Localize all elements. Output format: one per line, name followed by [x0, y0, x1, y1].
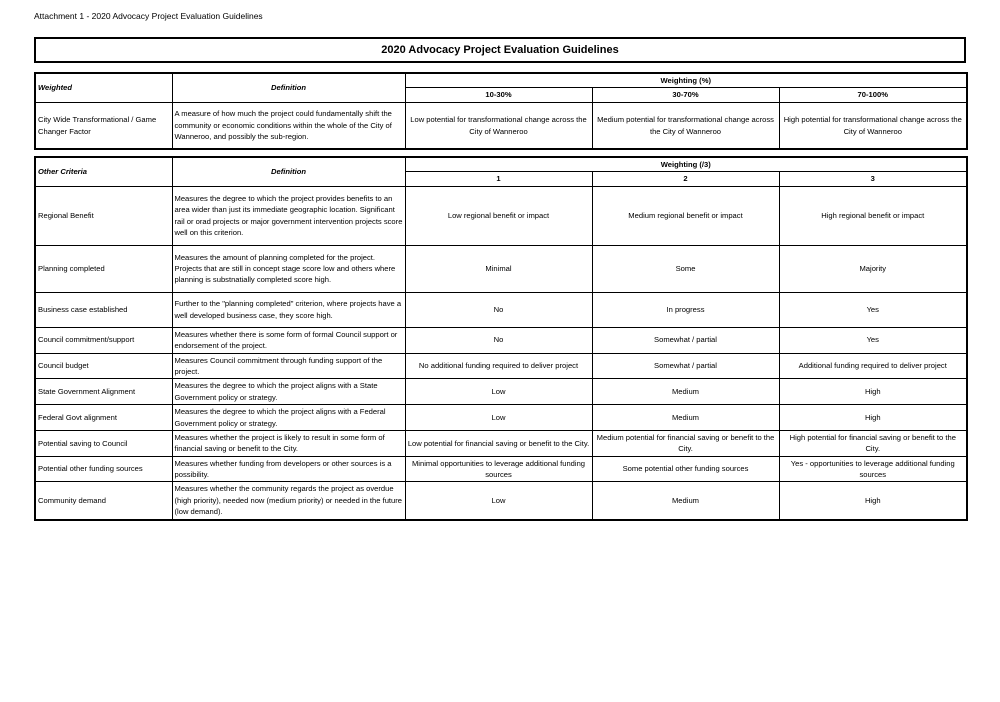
- table-row: [35, 102, 967, 149]
- level-cell: Medium potential for transformational change across the City of Wanneroo: [592, 102, 779, 149]
- criterion-cell: Potential other funding sources: [35, 456, 172, 482]
- t1-band-header: 10-30%: [405, 88, 592, 102]
- t2-criteria-header: Other Criteria: [35, 157, 172, 186]
- criterion-cell: Planning completed: [35, 245, 172, 292]
- definition-cell: Further to the "planning completed" criterion, where projects have a well developed business case, they score high.: [172, 292, 405, 327]
- level-cell: Medium: [592, 405, 779, 431]
- definition-cell: Measures whether the project is likely to result in some form of financial saving or benefit to the City.: [172, 430, 405, 456]
- table-row: [35, 405, 967, 431]
- criterion-cell: State Government Alignment: [35, 379, 172, 405]
- weighted-criteria-table: [34, 72, 968, 150]
- level-cell: Low regional benefit or impact: [405, 186, 592, 245]
- table-row: [35, 430, 967, 456]
- document-title: [34, 37, 966, 63]
- table-row: [35, 292, 967, 327]
- criterion-cell: Federal Govt alignment: [35, 405, 172, 431]
- definition-cell: Measures whether there is some form of formal Council support or endorsement of the project.: [172, 327, 405, 353]
- level-cell: Medium potential for financial saving or benefit to the City.: [592, 430, 779, 456]
- t1-definition-header: Definition: [172, 73, 405, 102]
- level-cell: High: [779, 482, 967, 520]
- level-cell: Somewhat / partial: [592, 327, 779, 353]
- level-cell: Some: [592, 245, 779, 292]
- level-cell: Yes - opportunities to leverage additional funding sources: [779, 456, 967, 482]
- definition-cell: Measures whether the community regards the project as overdue (high priority), needed now (medium priority) or needed in the future (low demand).: [172, 482, 405, 520]
- level-cell: No additional funding required to deliver project: [405, 353, 592, 379]
- level-cell: Medium: [592, 482, 779, 520]
- level-cell: Low potential for transformational change across the City of Wanneroo: [405, 102, 592, 149]
- level-cell: No: [405, 292, 592, 327]
- table-row: [35, 482, 967, 520]
- t2-weighting-header: Weighting (/3): [405, 157, 967, 172]
- t2-definition-header: Definition: [172, 157, 405, 186]
- level-cell: Yes: [779, 327, 967, 353]
- level-cell: Low: [405, 482, 592, 520]
- table-row: [35, 245, 967, 292]
- definition-cell: Measures the amount of planning completed for the project. Projects that are still in concept stage score low and others where planning is substnatially completed score high.: [172, 245, 405, 292]
- level-cell: Somewhat / partial: [592, 353, 779, 379]
- level-cell: Additional funding required to deliver project: [779, 353, 967, 379]
- t2-band-header: 3: [779, 172, 967, 186]
- criterion-cell: Community demand: [35, 482, 172, 520]
- table-row: [35, 456, 967, 482]
- document-title-text: 2020 Advocacy Project Evaluation Guidelines: [381, 44, 619, 56]
- page-note: Attachment 1 - 2020 Advocacy Project Evaluation Guidelines: [34, 11, 263, 21]
- t1-weighting-header: Weighting (%): [405, 73, 967, 88]
- other-criteria-table: [34, 156, 968, 521]
- level-cell: Some potential other funding sources: [592, 456, 779, 482]
- level-cell: No: [405, 327, 592, 353]
- level-cell: Yes: [779, 292, 967, 327]
- criterion-cell: Regional Benefit: [35, 186, 172, 245]
- definition-cell: Measures whether funding from developers or other sources is a possibility.: [172, 456, 405, 482]
- level-cell: Low: [405, 379, 592, 405]
- level-cell: Medium regional benefit or impact: [592, 186, 779, 245]
- criterion-cell: Council budget: [35, 353, 172, 379]
- definition-cell: Measures Council commitment through funding support of the project.: [172, 353, 405, 379]
- level-cell: Medium: [592, 379, 779, 405]
- t1-band-header: 70-100%: [779, 88, 967, 102]
- level-cell: High regional benefit or impact: [779, 186, 967, 245]
- definition-cell: Measures the degree to which the project aligns with a Federal Government policy or strategy.: [172, 405, 405, 431]
- definition-cell: A measure of how much the project could fundamentally shift the community or economic conditions within the whole of the City of Wanneroo, and possibly the sub-region.: [172, 102, 405, 149]
- level-cell: In progress: [592, 292, 779, 327]
- level-cell: Majority: [779, 245, 967, 292]
- table-row: [35, 353, 967, 379]
- table-row: [35, 379, 967, 405]
- level-cell: Minimal opportunities to leverage additional funding sources: [405, 456, 592, 482]
- table-row: [35, 186, 967, 245]
- level-cell: Low: [405, 405, 592, 431]
- level-cell: High: [779, 379, 967, 405]
- table-row: [35, 327, 967, 353]
- t2-band-header: 2: [592, 172, 779, 186]
- definition-cell: Measures the degree to which the project provides benefits to an area wider than just its immediate geographic location. Significant rail or orad projects or major government intervention projects score well on this criterion.: [172, 186, 405, 245]
- definition-cell: Measures the degree to which the project aligns with a State Government policy or strategy.: [172, 379, 405, 405]
- t2-band-header: 1: [405, 172, 592, 186]
- level-cell: Minimal: [405, 245, 592, 292]
- criterion-cell: Potential saving to Council: [35, 430, 172, 456]
- criterion-cell: City Wide Transformational / Game Changer Factor: [35, 102, 172, 149]
- criterion-cell: Council commitment/support: [35, 327, 172, 353]
- level-cell: High potential for transformational change across the City of Wanneroo: [779, 102, 967, 149]
- t1-band-header: 30-70%: [592, 88, 779, 102]
- level-cell: High: [779, 405, 967, 431]
- criterion-cell: Business case established: [35, 292, 172, 327]
- level-cell: High potential for financial saving or benefit to the City.: [779, 430, 967, 456]
- t1-criteria-header: Weighted: [35, 73, 172, 102]
- level-cell: Low potential for financial saving or benefit to the City.: [405, 430, 592, 456]
